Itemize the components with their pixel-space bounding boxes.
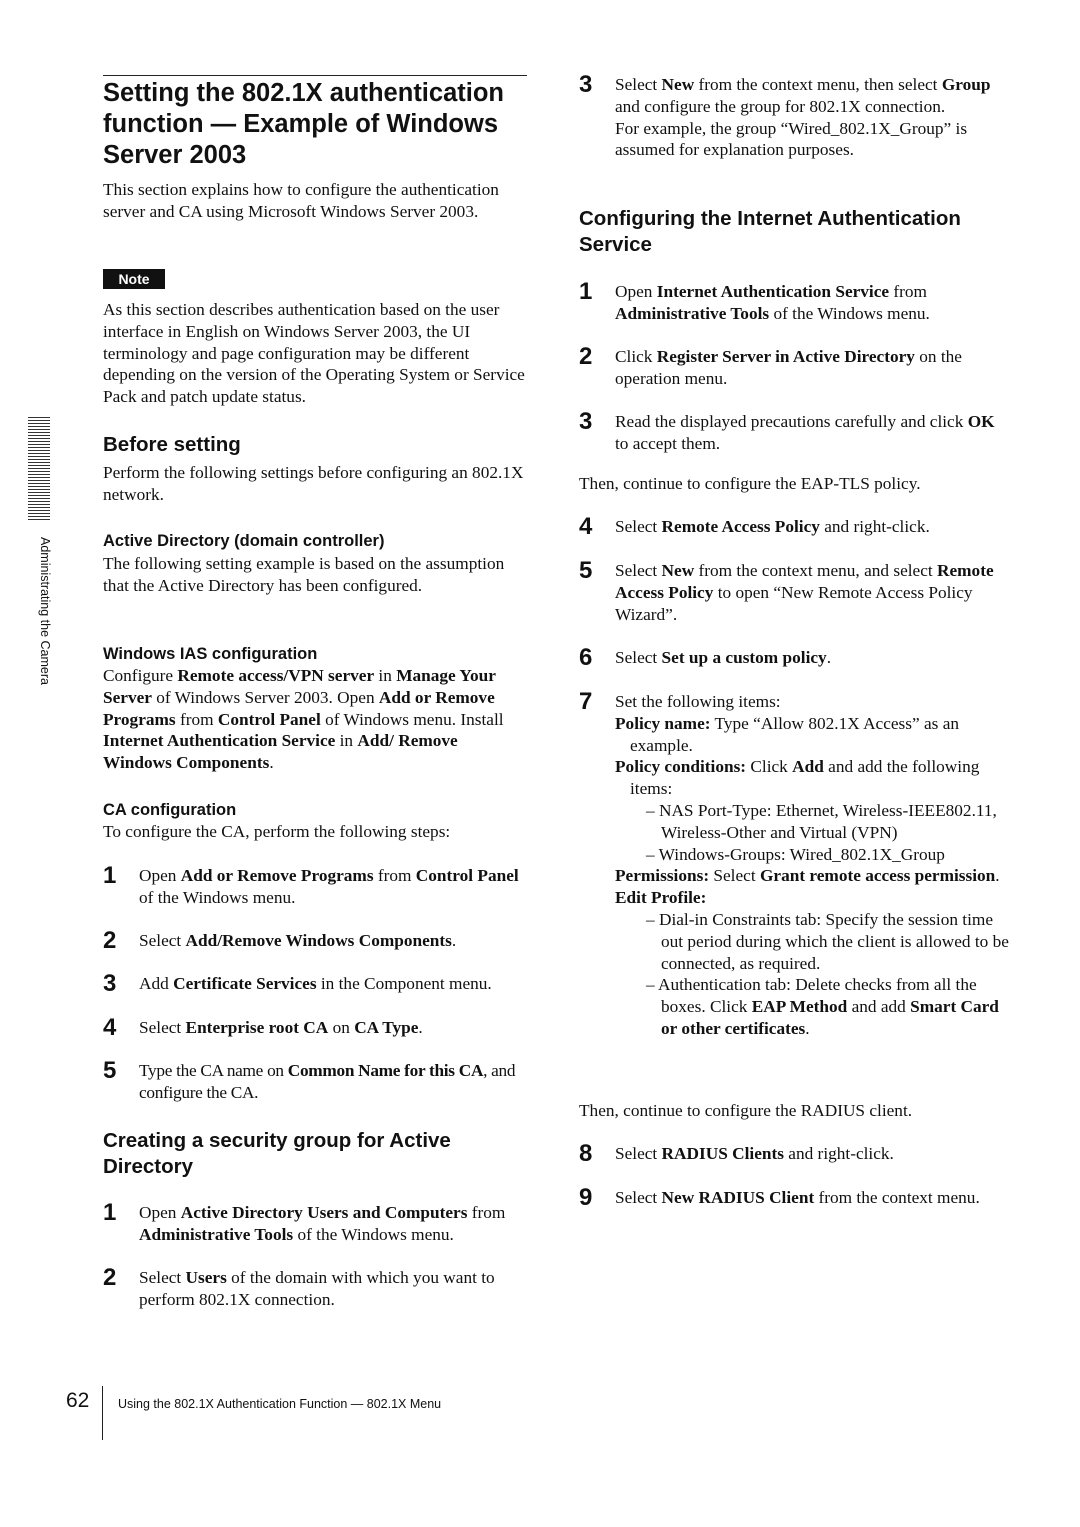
before-setting-text: Perform the following settings before configuring an 802.1X network. (103, 463, 524, 504)
side-tab-label: Administrating the Camera (38, 537, 52, 685)
edit-authentication: – Authentication tab: Delete checks from all the boxes. Click EAP Method and add Smart Card or other certificates. (646, 975, 999, 1038)
security-group-heading: Creating a security group for Active Directory (103, 1129, 451, 1178)
step-number: 4 (103, 1014, 117, 1041)
step-note: For example, the group “Wired_802.1X_Group” is assumed for explanation purposes. (615, 118, 968, 160)
security-step-1: 1 Open Active Directory Users and Computers from Administrative Tools of the Windows menu. (103, 1199, 506, 1244)
ias-step-3: 3 Read the displayed precautions carefully and click OK to accept them. (579, 408, 995, 453)
then-eap-tls: Then, continue to configure the EAP-TLS policy. (579, 474, 921, 493)
windows-ias-text: Configure Remote access/VPN server in Manage Your Server of Windows Server 2003. Open Add or Remove Programs from Control Panel of Windows menu. Install Internet Authentication Service in Add/ Remove Windows Components. (103, 666, 504, 773)
ca-configuration-text: To configure the CA, perform the following steps: (103, 822, 451, 841)
security-step-3: 3 Select New from the context menu, then select Group and configure the group for 802.1X connection. For example, the group “Wired_802.1X_Group” is assumed for explanation purposes. (579, 74, 1009, 161)
side-tab-marker (28, 417, 50, 521)
note-badge: Note (103, 269, 165, 289)
ca-step-4: 4 Select Enterprise root CA on CA Type. (103, 1014, 423, 1041)
ias-step-8: 8 Select RADIUS Clients and right-click. (579, 1140, 894, 1167)
step-number: 2 (579, 343, 593, 370)
edit-dial-in: – Dial-in Constraints tab: Specify the session time out period during which the client is allowed to be connected, as required. (646, 909, 1009, 973)
condition-windows-groups: – Windows-Groups: Wired_802.1X_Group (646, 844, 945, 864)
then-radius: Then, continue to configure the RADIUS client. (579, 1101, 913, 1120)
step-number: 5 (103, 1057, 117, 1084)
policy-name-item: Policy name: Type “Allow 802.1X Access” as an example. (615, 713, 960, 755)
step-number: 7 (579, 688, 593, 715)
step-number: 9 (579, 1184, 593, 1211)
ca-step-5: 5 Type the CA name on Common Name for this CA, and configure the CA. (103, 1057, 516, 1102)
step-number: 1 (103, 1199, 117, 1226)
windows-ias-heading: Windows IAS configuration (103, 645, 318, 663)
edit-profile-item: Edit Profile: (615, 888, 707, 908)
ias-step-9: 9 Select New RADIUS Client from the context menu. (579, 1184, 980, 1211)
step-number: 3 (579, 408, 593, 435)
step-number: 3 (579, 71, 593, 98)
before-setting-heading: Before setting (103, 433, 241, 456)
condition-nas-port: – NAS Port-Type: Ethernet, Wireless-IEEE802.11, Wireless-Other and Virtual (VPN) (646, 800, 997, 842)
ca-configuration-heading: CA configuration (103, 801, 237, 819)
step-number: 3 (103, 970, 117, 997)
ias-step-7: 7 Set the following items: Policy name: Type “Allow 802.1X Access” as an example. Policy conditions: Click Add and add the following items: – NAS Port-Type: Ethernet, Wireless-IEEE802.11, Wireless-Other and Virtual (VPN) – Windows-Groups: Wired_802.1X_Group Permissions: Select Grant remote access permission. Edit Profile: – Dial-in Constraints tab: Specify the session time out period during which the client is allowed to be connected, as required. – Authentication tab: Delete checks from all the boxes. Click EAP Method and add Smart Card or other certificates. (579, 688, 1009, 1038)
step-number: 6 (579, 644, 593, 671)
page-number: 62 (66, 1389, 90, 1412)
ias-step-2: 2 Click Register Server in Active Directory on the operation menu. (579, 343, 962, 388)
step-number: 4 (579, 513, 593, 540)
active-directory-text: The following setting example is based on the assumption that the Active Directory has been configured. (103, 554, 505, 595)
policy-conditions-item: Policy conditions: Click Add and add the following items: (615, 757, 980, 799)
note-text: As this section describes authentication based on the user interface in English on Windows Server 2003, the UI terminology and page configuration may be different depending on the version of the Operating System or Service Pack and patch update status. (103, 300, 525, 407)
running-footer: Using the 802.1X Authentication Function — 802.1X Menu (118, 1397, 442, 1411)
security-step-2: 2 Select Users of the domain with which you want to perform 802.1X connection. (103, 1264, 495, 1309)
step-number: 1 (579, 278, 593, 305)
step-number: 8 (579, 1140, 593, 1167)
step-number: 2 (103, 1264, 117, 1291)
ias-heading: Configuring the Internet Authentication Service (579, 207, 961, 256)
step-number: 2 (103, 927, 117, 954)
step-number: 5 (579, 557, 593, 584)
ias-step-6: 6 Select Set up a custom policy. (579, 644, 832, 671)
permissions-item: Permissions: Select Grant remote access permission. (615, 866, 1000, 886)
ias-step-4: 4 Select Remote Access Policy and right-click. (579, 513, 930, 540)
ias-step-5: 5 Select New from the context menu, and select Remote Access Policy to open “New Remote Access Policy Wizard”. (579, 557, 994, 624)
page-title: Setting the 802.1X authentication function — Example of Windows Server 2003 (103, 79, 504, 169)
active-directory-heading: Active Directory (domain controller) (103, 532, 385, 550)
ias-step-1: 1 Open Internet Authentication Service from Administrative Tools of the Windows menu. (579, 278, 930, 323)
footer-divider (102, 1386, 103, 1440)
ca-step-3: 3 Add Certificate Services in the Component menu. (103, 970, 492, 997)
ca-step-1: 1 Open Add or Remove Programs from Control Panel of the Windows menu. (103, 862, 519, 907)
step-number: 1 (103, 862, 117, 889)
intro-paragraph: This section explains how to configure the authentication server and CA using Microsoft Windows Server 2003. (103, 180, 499, 221)
ca-step-2: 2 Select Add/Remove Windows Components. (103, 927, 457, 954)
title-rule (103, 75, 527, 76)
